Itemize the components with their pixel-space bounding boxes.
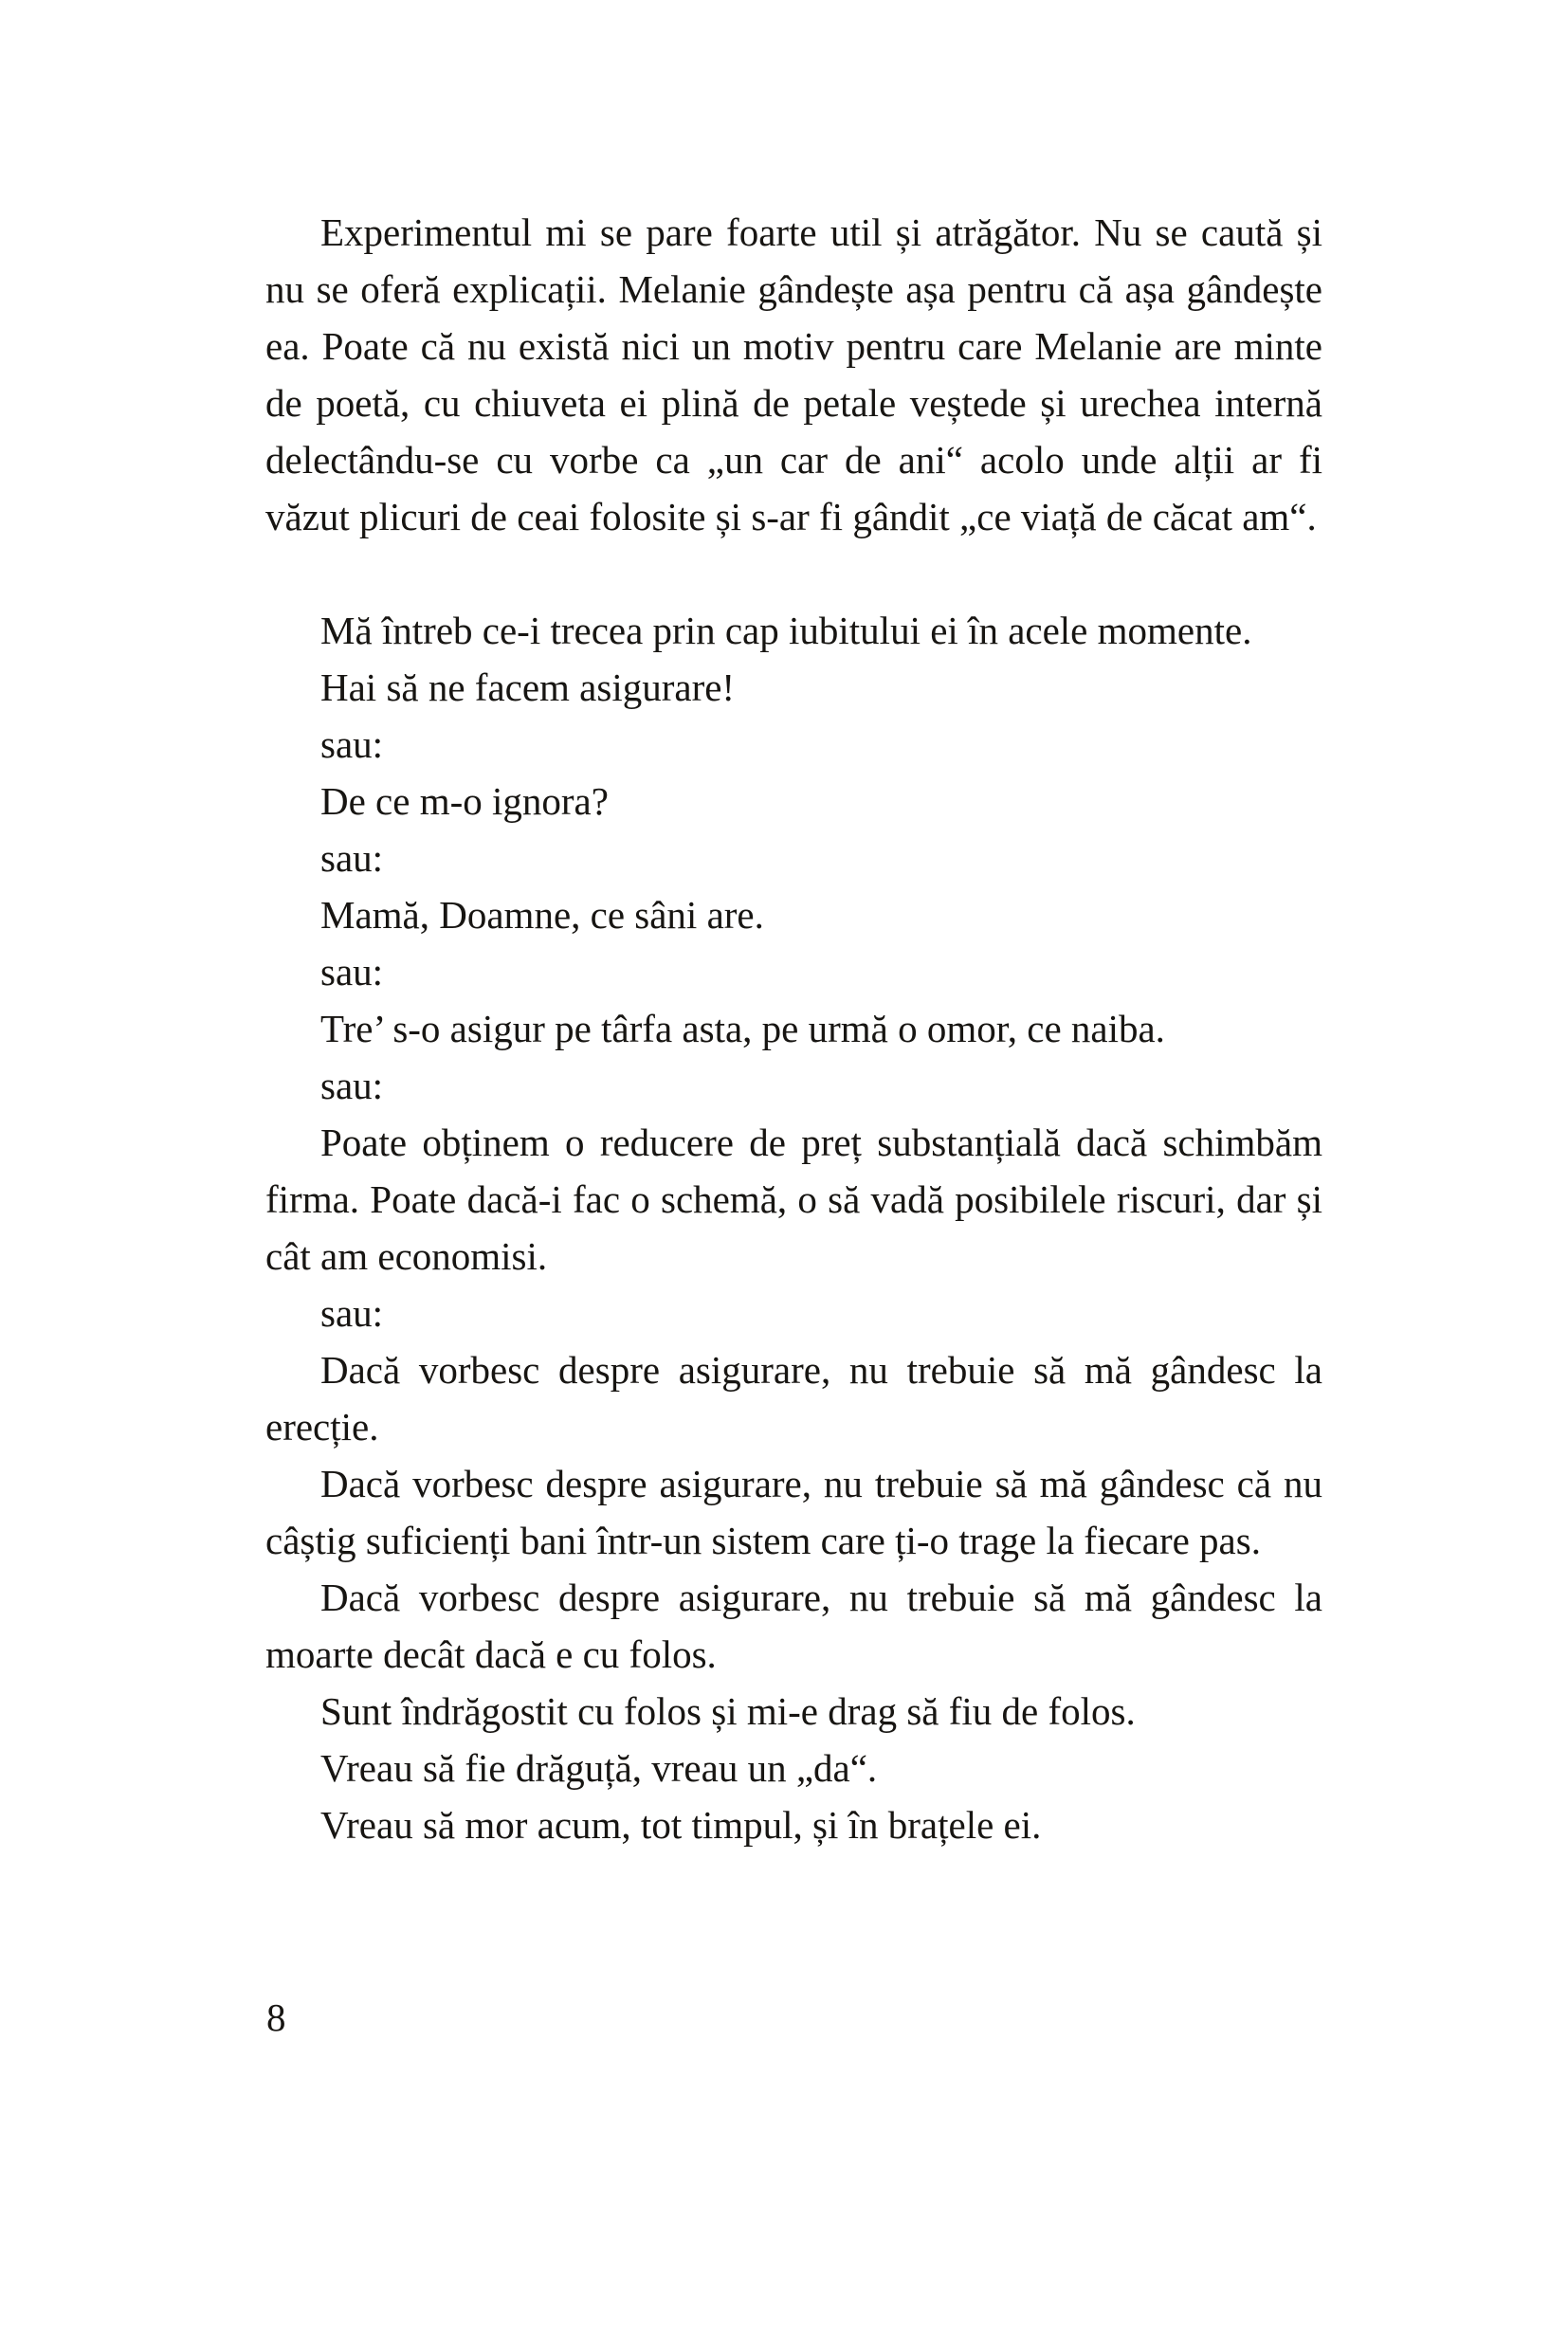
body-paragraph: Vreau să mor acum, tot timpul, și în brațele ei. (320, 1803, 1042, 1847)
body-paragraph: De ce m-o ignora? (320, 779, 609, 823)
body-paragraph: Vreau să fie drăguță, vreau un „da“. (320, 1746, 878, 1790)
body-paragraph: Mă întreb ce-i trecea prin cap iubitului ei în acele momente. (320, 609, 1252, 652)
body-paragraph: sau: (320, 950, 384, 993)
body-paragraph: Sunt îndrăgostit cu folos și mi-e drag să fiu de folos. (320, 1689, 1136, 1733)
body-paragraph: sau: (320, 722, 384, 766)
page-text-block (265, 204, 1322, 1853)
body-paragraph: Experimentul mi se pare foarte util și atrăgător. Nu se caută și nu se oferă explicații. Melanie gândește așa pentru că așa gândește ea. Poate că nu există nici un motiv pentru care Melanie are minte de poetă, cu chiuveta ei plină de petale veștede și urechea internă delectându-se cu vorbe ca „un car de ani“ acolo unde alții ar fi văzut plicuri de ceai folosite și s-ar fi gândit „ce viață de căcat am“. (265, 210, 1322, 538)
body-paragraph: sau: (320, 1064, 384, 1107)
body-paragraph: Dacă vorbesc despre asigurare, nu trebuie să mă gândesc la erecție. (265, 1348, 1322, 1449)
page-number: 8 (266, 1996, 286, 2039)
body-paragraph: sau: (320, 1291, 384, 1335)
body-paragraph: Tre’ s-o asigur pe târfa asta, pe urmă o omor, ce naiba. (320, 1007, 1165, 1050)
body-paragraph: Dacă vorbesc despre asigurare, nu trebuie să mă gândesc la moarte decât dacă e cu folos. (265, 1576, 1322, 1676)
body-paragraph: Hai să ne facem asigurare! (320, 665, 736, 709)
body-paragraph: Mamă, Doamne, ce sâni are. (320, 893, 764, 937)
body-paragraph: Poate obținem o reducere de preț substanțială dacă schimbăm firma. Poate dacă-i fac o schemă, o să vadă posibilele riscuri, dar și cât am economisi. (265, 1121, 1322, 1278)
body-paragraph: sau: (320, 836, 384, 880)
body-paragraph: Dacă vorbesc despre asigurare, nu trebuie să mă gândesc că nu câștig suficienți bani într-un sistem care ți-o trage la fiecare pas. (265, 1462, 1322, 1562)
